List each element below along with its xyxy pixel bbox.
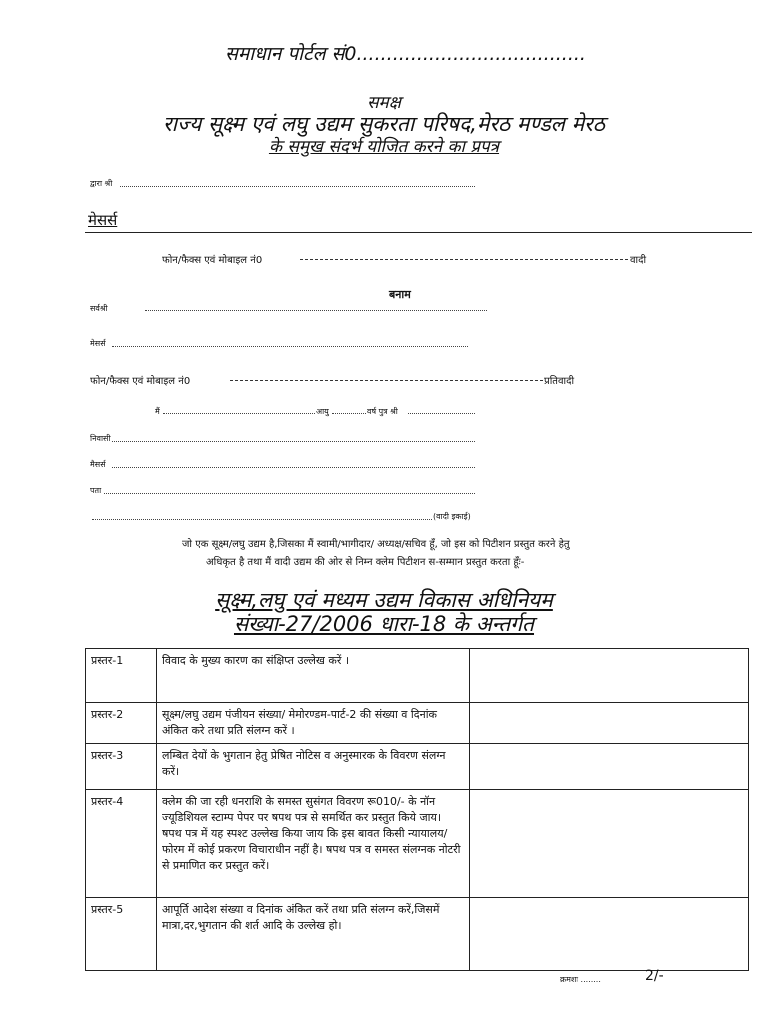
table-row [86, 703, 749, 744]
messrs3-label: मैसर्स [90, 460, 106, 469]
table-row [86, 744, 749, 790]
messrs-label: मेसर्स [88, 211, 118, 229]
row-description: सूक्ष्म/लघु उद्यम पंजीयन संख्या/ मेमोरण्डम-पार्ट-2 की संख्या व दिनांक अंकित करे तथा प्रति संलग्न करें । [157, 703, 470, 744]
portal-number: समाधान पोर्टल सं0...................................... [225, 43, 586, 65]
table-row [86, 649, 749, 703]
dwara-label: द्वारा श्री [90, 179, 113, 188]
phone2-label: फोन/फैक्स एवं मोबाइल नं0 [90, 376, 191, 387]
declaration-line1: जो एक सूक्ष्म/लघु उद्यम है,जिसका मैं स्वामी/भागीदार/ अध्यक्ष/सचिव हूँ, जो इस को पिटीशन प्रस्तुत करने हेतु [182, 539, 570, 550]
nivasi-field[interactable] [112, 441, 475, 442]
row-entry-cell[interactable] [470, 744, 749, 790]
row-label: प्रस्तर-3 [86, 744, 157, 790]
pata-label: पता [90, 486, 102, 495]
name-field[interactable] [163, 413, 315, 414]
dwara-field[interactable] [120, 186, 475, 187]
row-label: प्रस्तर-4 [86, 790, 157, 898]
main-label: मैं [155, 407, 160, 416]
messrs2-label: मेसर्स [90, 339, 106, 348]
council-heading: राज्य सूक्ष्म एवं लघु उद्यम सुकरता परिषद,मेरठ मण्डल मेरठ [163, 112, 605, 136]
row-label: प्रस्तर-2 [86, 703, 157, 744]
father-field[interactable] [408, 413, 475, 414]
varsh-label: वर्ष पुत्र श्री [367, 407, 398, 416]
phone1-label: फोन/फैक्स एवं मोबाइल नं0 [162, 255, 263, 266]
sarvshri-label: सर्वश्री [90, 304, 108, 313]
prastar-table [85, 648, 749, 971]
vadi-label: वादी [630, 255, 647, 266]
row-description: लम्बित देयों के भुगतान हेतु प्रेषित नोटिस व अनुस्मारक के विवरण संलग्न करें। [157, 744, 470, 790]
row-label: प्रस्तर-5 [86, 898, 157, 971]
row-entry-cell[interactable] [470, 703, 749, 744]
messrs2-field[interactable] [112, 346, 468, 347]
page-number: 2/- [645, 968, 664, 984]
kramashah-label: क्रमशः ........ [560, 975, 601, 984]
messrs-rule [85, 232, 752, 233]
row-description: आपूर्ति आदेश संख्या व दिनांक अंकित करें तथा प्रति संलग्न करें,जिसमें मात्रा,दर,भुगतान की शर्त आदि के उल्लेख हो। [157, 898, 470, 971]
row-description: क्लेम की जा रही धनराशि के समस्त सुसंगत विवरण रू010/- के नॉन ज्यूडिशियल स्टाम्प पेपर पर षपथ पत्र से समर्थित कर प्रस्तुत किये जाय। षपथ पत्र में यह स्पश्ट उल्लेख किया जाय कि इस बावत किसी न्यायालय/फोरम में कोई प्रकरण विचाराधीन नहीं है। षपथ पत्र व समस्त संलग्नक नोटरी से प्रमाणित कर प्रस्तुत करें। [157, 790, 470, 898]
pata-field[interactable] [104, 493, 475, 494]
row-entry-cell[interactable] [470, 898, 749, 971]
nivasi-label: निवासी [90, 434, 111, 443]
table-row [86, 790, 749, 898]
form-subtitle: के समुख संदर्भ योजित करने का प्रपत्र [268, 137, 500, 157]
sarvshri-field[interactable] [145, 310, 487, 311]
table-row [86, 898, 749, 971]
row-label: प्रस्तर-1 [86, 649, 157, 703]
act-heading-line2: संख्या-27/2006 धारा-18 के अन्तर्गत [233, 612, 535, 636]
vadi-ikai-label: (वादी इकाई) [433, 512, 471, 521]
prativadi-label: प्रतिवादी [544, 376, 575, 387]
act-heading-line1: सूक्ष्म,लघु एवं मध्यम उद्यम विकास अधिनियम [215, 588, 553, 612]
samaksh-heading: समक्ष [367, 93, 401, 113]
banam-label: बनाम [389, 288, 411, 301]
messrs3-field[interactable] [112, 467, 475, 468]
row-entry-cell[interactable] [470, 649, 749, 703]
age-field[interactable] [332, 413, 366, 414]
aayu-label: आयु [316, 407, 329, 416]
phone1-field[interactable] [300, 259, 628, 260]
declaration-line2: अधिकृत है तथा मैं वादी उद्यम की ओर से निम्न क्लेम पिटीशन स-सम्मान प्रस्तुत करता हूँः- [206, 557, 525, 568]
phone2-field[interactable] [230, 380, 543, 381]
row-entry-cell[interactable] [470, 790, 749, 898]
address2-field[interactable] [92, 519, 432, 520]
row-description: विवाद के मुख्य कारण का संक्षिप्त उल्लेख करें । [157, 649, 470, 703]
